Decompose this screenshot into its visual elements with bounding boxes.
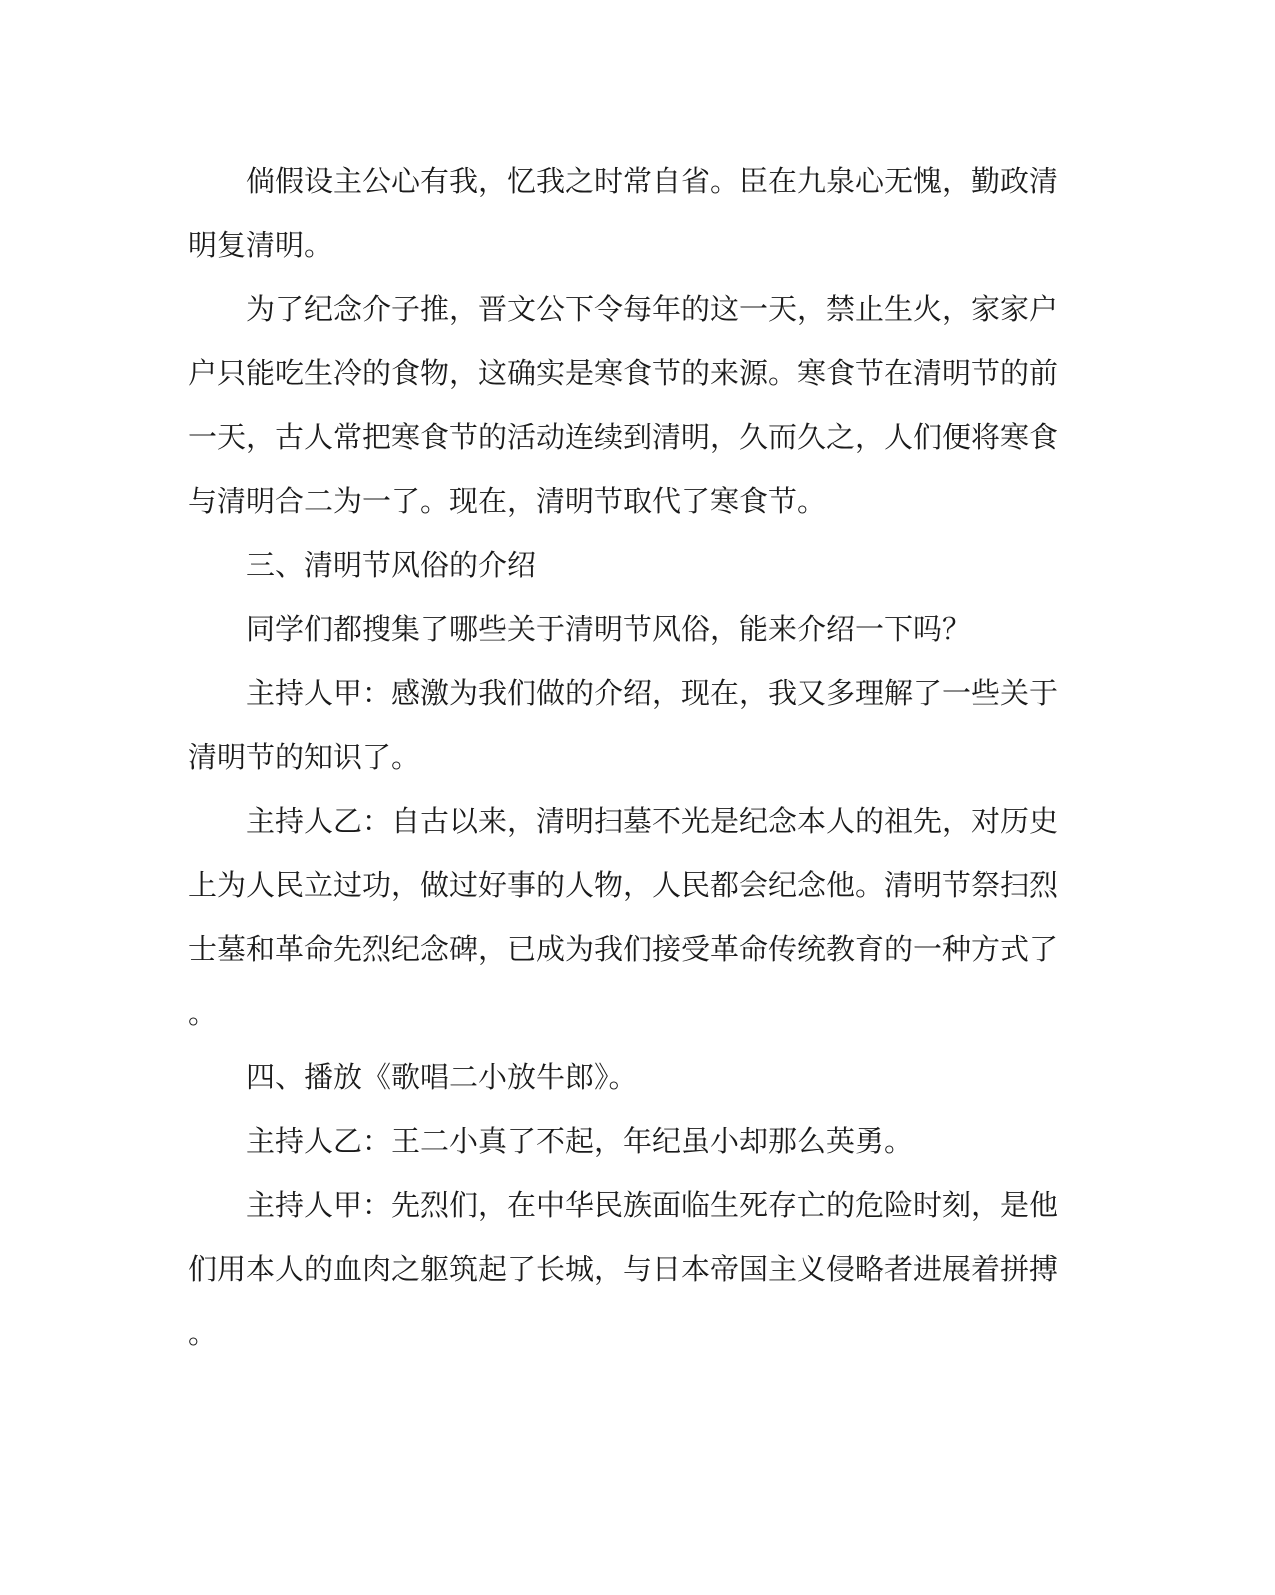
text-line: 一天，古人常把寒食节的活动连续到清明，久而久之，人们便将寒食 bbox=[188, 420, 1059, 454]
text-line: 主持人甲：感激为我们做的介绍，现在，我又多理解了一些关于 bbox=[246, 676, 1059, 710]
text-line: 主持人乙：自古以来，清明扫墓不光是纪念本人的祖先，对历史 bbox=[246, 804, 1059, 838]
section-heading: 三、清明节风俗的介绍 bbox=[246, 548, 537, 582]
text-line: 主持人甲：先烈们，在中华民族面临生死存亡的危险时刻，是他 bbox=[246, 1188, 1059, 1222]
text-line: 清明节的知识了。 bbox=[188, 740, 421, 774]
text-line: 与清明合二为一了。现在，清明节取代了寒食节。 bbox=[188, 484, 827, 518]
text-line: 户只能吃生冷的食物，这确实是寒食节的来源。寒食节在清明节的前 bbox=[188, 356, 1059, 390]
text-line: 们用本人的血肉之躯筑起了长城，与日本帝国主义侵略者进展着拼搏 bbox=[188, 1252, 1059, 1286]
text-line: 上为人民立过功，做过好事的人物，人民都会纪念他。清明节祭扫烈 bbox=[188, 868, 1059, 902]
text-line: 。 bbox=[188, 1316, 218, 1350]
section-heading: 四、播放《歌唱二小放牛郎》。 bbox=[246, 1060, 638, 1094]
text-line: 同学们都搜集了哪些关于清明节风俗，能来介绍一下吗？ bbox=[246, 612, 972, 646]
text-line: 倘假设主公心有我，忆我之时常自省。臣在九泉心无愧，勤政清 bbox=[246, 164, 1059, 198]
text-line: 明复清明。 bbox=[188, 228, 334, 262]
text-line: 为了纪念介子推，晋文公下令每年的这一天，禁止生火，家家户 bbox=[246, 292, 1059, 326]
text-line: 。 bbox=[188, 996, 218, 1030]
text-line: 主持人乙：王二小真了不起，年纪虽小却那么英勇。 bbox=[246, 1124, 914, 1158]
text-line: 士墓和革命先烈纪念碑，已成为我们接受革命传统教育的一种方式了 bbox=[188, 932, 1059, 966]
